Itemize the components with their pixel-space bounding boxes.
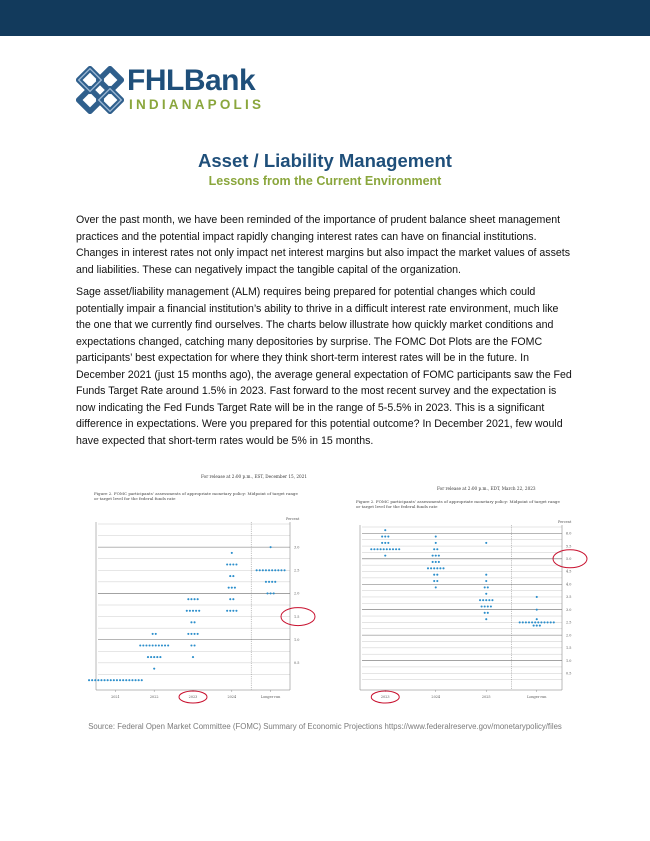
chart-caption <box>356 499 588 509</box>
participant-dot <box>432 561 434 563</box>
alm-paragraph: Sage asset/liability management (ALM) requires being prepared for potential changes which could potentially impair a financial institution’s ability to thrive in a difficult interest rate environment, much like the one that we currently find ourselves. The charts below illustrate how quickly market conditions and expectations changed, catching many depositories by surprise. The FOMC Dot Plots are the FOMC participants’ best expectation for where they think short-term interest rates will be in the future. In December 2021 (just 15 months ago), the average general expectation of FOMC participants saw the Fed Funds Target Rate around 1.5% in 2023. Fast forward to the most recent survey and the expectation is now indicating the Fed Funds Target Rate will be in the range of 5-5.5% in 2023. This is a significant difference in expectations. Were you prepared for this potential outcome? In December 2021, few would have expected that short-term rates would be 5% in 15 months. <box>76 286 572 447</box>
logo-name: FHLBank <box>127 64 256 97</box>
participant-dot <box>265 569 267 571</box>
participant-dot <box>435 561 437 563</box>
participant-dot <box>159 656 161 658</box>
participant-dot <box>536 596 538 598</box>
participant-dot <box>262 569 264 571</box>
x-tick-label: 2023 <box>380 695 390 699</box>
participant-dot <box>537 621 539 623</box>
participant-dot <box>128 679 130 681</box>
participant-dot <box>256 569 258 571</box>
participant-dot <box>433 567 435 569</box>
participant-dot <box>522 621 524 623</box>
participant-dot <box>270 546 272 548</box>
participant-dot <box>141 679 143 681</box>
participant-dot <box>536 618 538 620</box>
participant-dot <box>547 621 549 623</box>
y-tick-label: 3.0 <box>294 545 300 550</box>
participant-dot <box>553 621 555 623</box>
participant-dot <box>398 548 400 550</box>
participant-dot <box>226 563 228 565</box>
participant-dot <box>194 633 196 635</box>
y-tick-label: 1.0 <box>566 658 572 663</box>
logo-subtitle: INDIANAPOLIS <box>129 97 265 112</box>
participant-dot <box>387 535 389 537</box>
participant-dot <box>435 535 437 537</box>
participant-dot <box>438 555 440 557</box>
participant-dot <box>491 599 493 601</box>
participant-dot <box>536 609 538 611</box>
y-tick-label: 2.5 <box>566 620 572 625</box>
dot-plot-dec-2021 <box>86 470 331 720</box>
participant-dot <box>519 621 521 623</box>
participant-dot <box>533 625 535 627</box>
participant-dot <box>392 548 394 550</box>
y-tick-label: 1.5 <box>566 646 572 651</box>
participant-dot <box>370 548 372 550</box>
participant-dot <box>190 644 192 646</box>
participant-dot <box>186 610 188 612</box>
participant-dot <box>150 656 152 658</box>
participant-dot <box>280 569 282 571</box>
participant-dot <box>142 644 144 646</box>
x-tick-label: 2025 <box>481 695 491 699</box>
participant-dot <box>135 679 137 681</box>
participant-dot <box>543 621 545 623</box>
y-tick-label: 4.5 <box>566 569 572 574</box>
chart-caption-line: or target level for the federal funds rate <box>94 496 176 501</box>
participant-dot <box>270 592 272 594</box>
participant-dot <box>481 605 483 607</box>
participant-dot <box>232 598 234 600</box>
participant-dot <box>487 586 489 588</box>
participant-dot <box>484 605 486 607</box>
participant-dot <box>187 598 189 600</box>
participant-dot <box>234 587 236 589</box>
participant-dot <box>139 644 141 646</box>
participant-dot <box>131 679 133 681</box>
y-tick-label: 1.0 <box>294 637 300 642</box>
chart-caption-line: or target level for the federal funds rate <box>356 504 438 509</box>
participant-dot <box>226 610 228 612</box>
dot-plot-area <box>86 470 331 715</box>
participant-dot <box>155 633 157 635</box>
participant-dot <box>387 542 389 544</box>
participant-dot <box>164 644 166 646</box>
participant-dot <box>384 542 386 544</box>
y-tick-label: 0.5 <box>294 661 300 666</box>
participant-dot <box>381 542 383 544</box>
page-title: Asset / Liability Management <box>198 150 452 171</box>
page-subtitle: Lessons from the Current Environment <box>208 174 442 188</box>
participant-dot <box>104 679 106 681</box>
participant-dot <box>152 644 154 646</box>
participant-dot <box>153 656 155 658</box>
participant-dot <box>198 610 200 612</box>
participant-dot <box>550 621 552 623</box>
participant-dot <box>482 599 484 601</box>
participant-dot <box>228 587 230 589</box>
dot-plot-area <box>352 480 602 715</box>
y-axis-label: Percent <box>286 517 300 521</box>
participant-dot <box>479 599 481 601</box>
participant-dot <box>125 679 127 681</box>
participant-dot <box>100 679 102 681</box>
participant-dot <box>149 644 151 646</box>
participant-dot <box>145 644 147 646</box>
participant-dot <box>232 563 234 565</box>
y-tick-label: 0.5 <box>566 671 572 676</box>
participant-dot <box>436 580 438 582</box>
participant-dot <box>536 625 538 627</box>
y-tick-label: 3.5 <box>566 595 572 600</box>
y-tick-label: 1.5 <box>294 614 300 619</box>
participant-dot <box>273 592 275 594</box>
participant-dot <box>94 679 96 681</box>
participant-dot <box>384 535 386 537</box>
participant-dot <box>485 599 487 601</box>
participant-dot <box>235 563 237 565</box>
participant-dot <box>187 633 189 635</box>
participant-dot <box>380 548 382 550</box>
participant-dot <box>97 679 99 681</box>
participant-dot <box>194 621 196 623</box>
participant-dot <box>433 548 435 550</box>
participant-dot <box>487 605 489 607</box>
participant-dot <box>384 529 386 531</box>
y-tick-label: 3.0 <box>566 607 572 612</box>
participant-dot <box>161 644 163 646</box>
y-tick-label: 6.0 <box>566 531 572 536</box>
intro-paragraph: Over the past month, we have been reminded of the importance of prudent balance sheet management practices and the potential impact rapidly changing interest rates can have on financial institutions. Changes in interest rates not only impact net interest margins but also impact the market values of assets and liabilities. These can negatively impact the tangible capital of the organization. <box>76 214 571 276</box>
participant-dot <box>194 644 196 646</box>
y-tick-label: 2.5 <box>294 568 300 573</box>
participant-dot <box>433 580 435 582</box>
participant-dot <box>438 561 440 563</box>
participant-dot <box>376 548 378 550</box>
participant-dot <box>110 679 112 681</box>
participant-dot <box>531 621 533 623</box>
participant-dot <box>439 567 441 569</box>
x-tick-label: 2021 <box>111 695 120 699</box>
participant-dot <box>373 548 375 550</box>
participant-dot <box>525 621 527 623</box>
participant-dot <box>274 581 276 583</box>
chart-release-note: For release at 2:00 p.m., EST, December 15, 2021 <box>201 474 308 479</box>
participant-dot <box>192 610 194 612</box>
participant-dot <box>155 644 157 646</box>
participant-dot <box>433 574 435 576</box>
participant-dot <box>229 598 231 600</box>
participant-dot <box>259 569 261 571</box>
participant-dot <box>484 612 486 614</box>
participant-dot <box>232 610 234 612</box>
participant-dot <box>442 567 444 569</box>
y-tick-label: 2.0 <box>294 591 300 596</box>
participant-dot <box>113 679 115 681</box>
participant-dot <box>197 598 199 600</box>
participant-dot <box>147 656 149 658</box>
participant-dot <box>435 542 437 544</box>
participant-dot <box>432 555 434 557</box>
participant-dot <box>271 569 273 571</box>
participant-dot <box>122 679 124 681</box>
x-tick-label: 2024 <box>227 695 237 699</box>
participant-dot <box>268 581 270 583</box>
chain-link-icon <box>76 66 124 114</box>
participant-dot <box>436 567 438 569</box>
source-citation: Source: Federal Open Market Committee (FOMC) Summary of Economic Projections https://www.federalreserve.gov/monetarypolicy/files <box>88 722 562 731</box>
participant-dot <box>435 555 437 557</box>
participant-dot <box>484 586 486 588</box>
participant-dot <box>488 599 490 601</box>
participant-dot <box>539 625 541 627</box>
chart-caption-line: Figure 2. FOMC participants’ assessments of appropriate monetary policy: Midpoint of target range <box>356 499 560 504</box>
participant-dot <box>485 618 487 620</box>
participant-dot <box>277 569 279 571</box>
x-tick-label: 2024 <box>431 695 441 699</box>
participant-dot <box>490 605 492 607</box>
participant-dot <box>229 563 231 565</box>
participant-dot <box>88 679 90 681</box>
participant-dot <box>194 598 196 600</box>
participant-dot <box>190 598 192 600</box>
participant-dot <box>534 621 536 623</box>
participant-dot <box>153 668 155 670</box>
header-bar <box>0 0 650 36</box>
participant-dot <box>235 610 237 612</box>
y-tick-label: 4.0 <box>566 582 572 587</box>
participant-dot <box>395 548 397 550</box>
participant-dot <box>430 567 432 569</box>
participant-dot <box>381 535 383 537</box>
participant-dot <box>265 581 267 583</box>
participant-dot <box>384 555 386 557</box>
participant-dot <box>229 575 231 577</box>
participant-dot <box>197 633 199 635</box>
chart-caption <box>94 491 309 501</box>
chart-release-note: For release at 2:00 p.m., EDT, March 22, 2023 <box>437 486 536 491</box>
participant-dot <box>271 581 273 583</box>
participant-dot <box>116 679 118 681</box>
participant-dot <box>91 679 93 681</box>
participant-dot <box>190 621 192 623</box>
participant-dot <box>189 610 191 612</box>
fhlbank-logo[interactable] <box>76 66 276 114</box>
participant-dot <box>229 610 231 612</box>
participant-dot <box>195 610 197 612</box>
y-tick-label: 5.0 <box>566 557 572 561</box>
chart-caption-line: Figure 2. FOMC participants’ assessments of appropriate monetary policy: Midpoint of target range <box>94 491 298 496</box>
participant-dot <box>156 656 158 658</box>
participant-dot <box>232 575 234 577</box>
participant-dot <box>528 621 530 623</box>
participant-dot <box>436 548 438 550</box>
participant-dot <box>485 593 487 595</box>
participant-dot <box>435 586 437 588</box>
x-tick-label: Longer run <box>260 695 281 699</box>
y-tick-label: 5.5 <box>566 544 572 549</box>
participant-dot <box>436 574 438 576</box>
participant-dot <box>268 569 270 571</box>
participant-dot <box>487 612 489 614</box>
participant-dot <box>485 542 487 544</box>
participant-dot <box>138 679 140 681</box>
participant-dot <box>274 569 276 571</box>
participant-dot <box>386 548 388 550</box>
participant-dot <box>231 552 233 554</box>
x-tick-label: Longer run <box>527 695 547 699</box>
participant-dot <box>167 644 169 646</box>
participant-dot <box>284 569 286 571</box>
participant-dot <box>190 633 192 635</box>
participant-dot <box>427 567 429 569</box>
participant-dot <box>540 621 542 623</box>
participant-dot <box>192 656 194 658</box>
participant-dot <box>485 580 487 582</box>
y-axis-label: Percent <box>558 520 572 524</box>
x-tick-label: 2022 <box>149 695 159 699</box>
participant-dot <box>107 679 109 681</box>
participant-dot <box>152 633 154 635</box>
participant-dot <box>231 587 233 589</box>
dot-plot-mar-2023 <box>352 480 602 720</box>
participant-dot <box>389 548 391 550</box>
participant-dot <box>119 679 121 681</box>
participant-dot <box>158 644 160 646</box>
participant-dot <box>266 592 268 594</box>
x-tick-label: 2023 <box>188 695 198 699</box>
participant-dot <box>485 574 487 576</box>
participant-dot <box>383 548 385 550</box>
y-tick-label: 2.0 <box>566 633 572 638</box>
